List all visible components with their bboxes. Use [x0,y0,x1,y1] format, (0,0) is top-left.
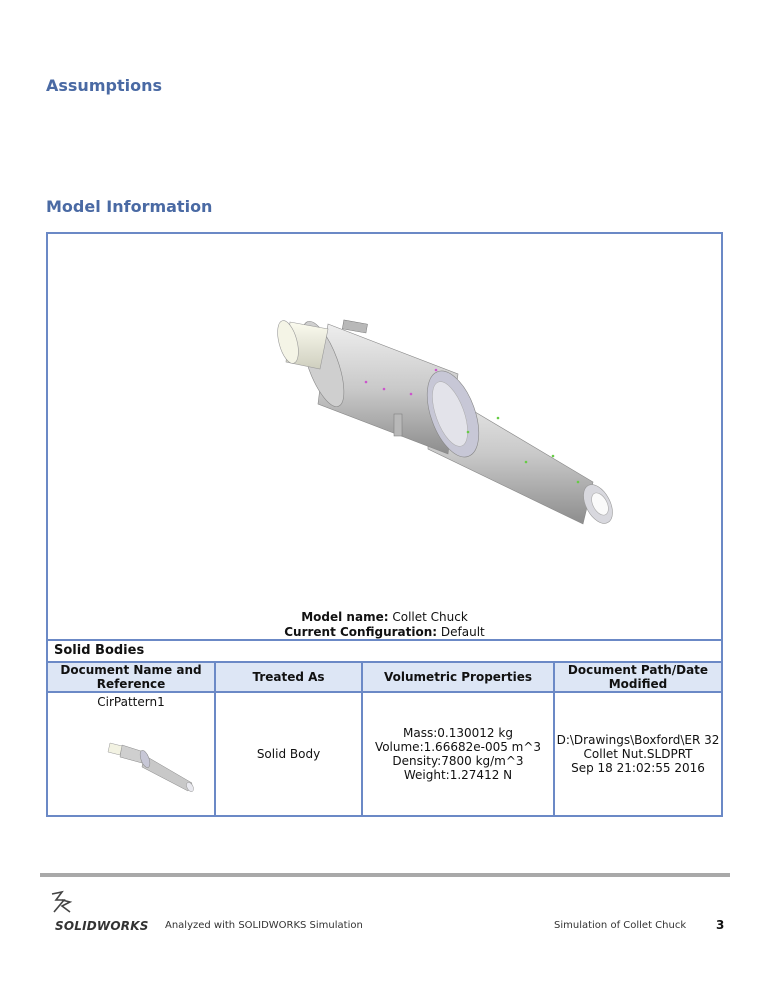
footer-divider [40,873,730,877]
table-row [48,693,721,815]
current-configuration-caption: Current Configuration: Default [284,625,485,639]
treated-as-value: Solid Body [256,747,321,761]
volume-value: Volume:1.66682e-005 m^3 [374,740,542,754]
volumetric-properties-cell [363,693,555,815]
weight-value: Weight:1.27412 N [403,768,513,782]
document-path-cell [555,693,721,815]
header-volumetric-properties: Volumetric Properties [363,663,555,691]
date-modified: Sep 18 21:02:55 2016 [571,761,705,775]
model-name-caption: Model name: Collet Chuck [301,610,468,624]
treated-as-cell [216,693,363,815]
header-document-path: Document Path/Date Modified [567,663,709,691]
path-line-2: Collet Nut.SLDPRT [583,747,693,761]
analyzed-with-text: Analyzed with SOLIDWORKS Simulation [165,920,363,931]
collet-chuck-render [48,234,721,604]
document-title-footer: Simulation of Collet Chuck [554,920,687,931]
solid-bodies-title: Solid Bodies [48,639,721,661]
header-treated-as: Treated As [216,663,363,691]
solidworks-logo-text: SOLIDWORKS [55,919,149,933]
path-line-1: D:\Drawings\Boxford\ER 32 [556,733,720,747]
header-document-name: Document Name and Reference [48,663,216,691]
density-value: Density:7800 kg/m^3 [392,754,524,768]
reference-cell [48,693,216,815]
mass-value: Mass:0.130012 kg [403,726,513,740]
reference-name: CirPattern1 [97,695,165,709]
table-header-row [48,661,721,693]
page-number: 3 [716,918,725,932]
model-information-table [46,232,723,817]
solidworks-ds-logo-icon [46,890,76,918]
model-image-area [48,234,721,639]
assumptions-heading: Assumptions [46,76,162,95]
body-thumbnail [100,727,200,797]
model-information-heading: Model Information [46,197,213,216]
